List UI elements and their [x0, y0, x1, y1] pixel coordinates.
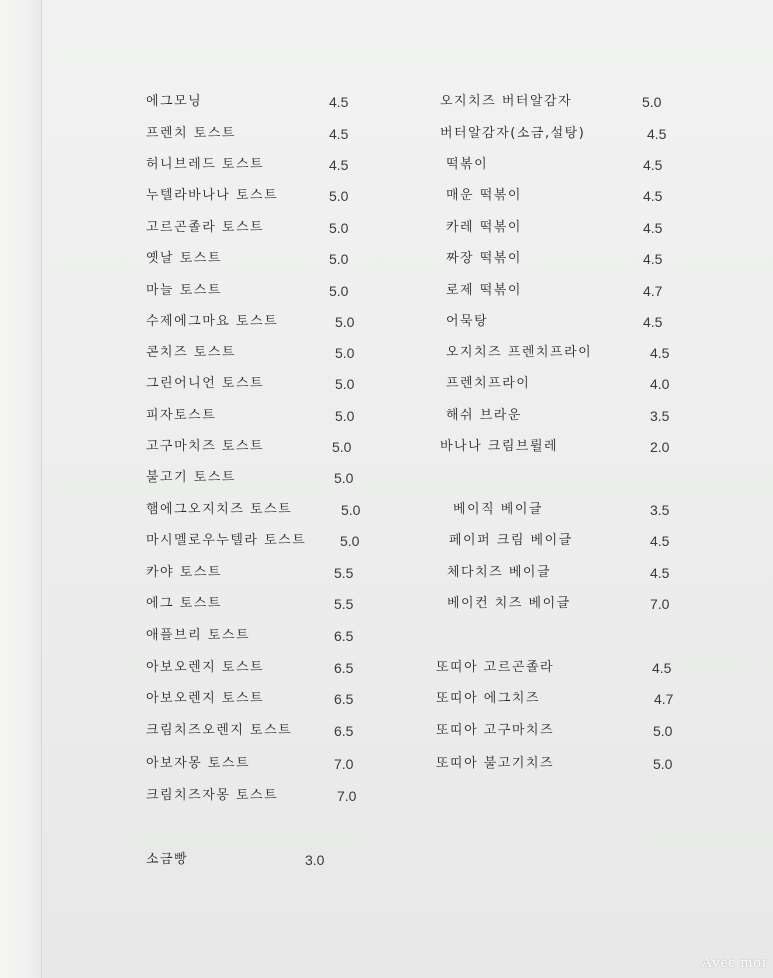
menu-item-price: 5.0: [329, 220, 349, 236]
menu-item: [146, 218, 386, 238]
menu-item-price: 3.5: [650, 408, 670, 424]
menu-item: [446, 374, 680, 394]
menu-item-price: 5.0: [329, 188, 349, 204]
menu-item-price: 5.0: [329, 283, 349, 299]
menu-item-name: 카레 떡볶이: [446, 220, 522, 235]
menu-item-price: 4.7: [654, 691, 674, 707]
menu-item-price: 6.5: [334, 723, 354, 739]
menu-item-name: 옛날 토스트: [146, 251, 222, 266]
menu-item-name: 콘치즈 토스트: [146, 345, 236, 360]
menu-item-name: 허니브레드 토스트: [146, 157, 265, 172]
menu-item: [146, 249, 386, 269]
menu-item: [446, 218, 680, 238]
menu-item-price: 4.0: [650, 376, 670, 392]
menu-item: [146, 563, 386, 583]
menu-item-name: 체다치즈 베이글: [447, 565, 552, 580]
menu-item-price: 5.5: [334, 596, 354, 612]
menu-item-price: 7.0: [650, 596, 670, 612]
menu-item-name: 프렌치프라이: [446, 376, 531, 391]
menu-item-name: 카야 토스트: [146, 565, 222, 580]
menu-item-price: 7.0: [337, 788, 357, 804]
menu-item: [146, 689, 386, 709]
menu-item: [146, 312, 386, 332]
menu-item-name: 프렌치 토스트: [146, 126, 236, 141]
menu-item: [449, 531, 683, 551]
menu-item-name: 아보자몽 토스트: [146, 756, 251, 771]
menu-item-price: 3.0: [305, 852, 325, 868]
menu-item-price: 5.0: [335, 314, 355, 330]
menu-item-name: 크림치즈오렌지 토스트: [146, 723, 293, 738]
menu-item-price: 4.5: [643, 157, 663, 173]
menu-item: [446, 155, 680, 175]
menu-item-name: 누텔라바나나 토스트: [146, 188, 279, 203]
menu-item-name: 불고기 토스트: [146, 470, 236, 485]
menu-item: [146, 186, 386, 206]
menu-item-price: 5.0: [329, 251, 349, 267]
menu-item: [146, 500, 386, 520]
menu-item-name: 에그모닝: [146, 94, 203, 109]
menu-item: [447, 563, 683, 583]
menu-item-name: 고구마치즈 토스트: [146, 439, 265, 454]
menu-item: [146, 658, 386, 678]
menu-item: [436, 721, 676, 741]
menu-item-name: 아보오렌지 토스트: [146, 660, 265, 675]
menu-item: [146, 721, 386, 741]
menu-item: [146, 92, 386, 112]
menu-item: [440, 124, 680, 144]
menu-item-price: 7.0: [334, 756, 354, 772]
menu-item-price: 4.5: [329, 157, 349, 173]
menu-item: [446, 312, 680, 332]
menu-item-price: 5.0: [642, 94, 662, 110]
menu-item-name: 피자토스트: [146, 408, 217, 423]
menu-item-price: 4.5: [650, 345, 670, 361]
menu-item: [146, 594, 386, 614]
menu-item-name: 버터알감자(소금,설탕): [440, 126, 586, 141]
menu-item: [446, 249, 680, 269]
menu-item-name: 베이컨 치즈 베이글: [447, 596, 571, 611]
menu-item-name: 해쉬 브라운: [446, 408, 522, 423]
menu-item: [146, 124, 386, 144]
menu-item-name: 고르곤졸라 토스트: [146, 220, 265, 235]
menu-item: [146, 786, 386, 806]
menu-item-price: 4.5: [650, 533, 670, 549]
menu-item-price: 2.0: [650, 439, 670, 455]
menu-item: [146, 437, 386, 457]
menu-item-price: 4.5: [643, 251, 663, 267]
menu-item: [146, 468, 386, 488]
menu-item: [446, 281, 680, 301]
menu-item: [146, 850, 386, 870]
menu-item-price: 4.5: [652, 660, 672, 676]
menu-item-price: 5.0: [653, 756, 673, 772]
menu-item: [446, 186, 680, 206]
menu-item-price: 5.0: [335, 408, 355, 424]
menu-item-price: 6.5: [334, 691, 354, 707]
menu-item-name: 또띠아 에그치즈: [436, 691, 541, 706]
menu-item: [146, 626, 386, 646]
menu-item: [446, 406, 680, 426]
menu-item: [436, 658, 676, 678]
menu-item-name: 햄에그오지치즈 토스트: [146, 502, 293, 517]
menu-item-price: 4.5: [647, 126, 667, 142]
menu-item-price: 4.5: [329, 94, 349, 110]
menu-item-price: 4.5: [643, 188, 663, 204]
menu-item: [146, 155, 386, 175]
watermark-text: Avec moi: [701, 955, 767, 971]
menu-item-name: 아보오렌지 토스트: [146, 691, 265, 706]
menu-item: [446, 343, 680, 363]
menu-item-price: 4.5: [329, 126, 349, 142]
menu-item-name: 짜장 떡볶이: [446, 251, 522, 266]
menu-item: [440, 92, 680, 112]
menu-item: [436, 689, 676, 709]
menu-item-name: 또띠아 고르곤졸라: [436, 660, 555, 675]
menu-item-price: 6.5: [334, 628, 354, 644]
menu-item-name: 수제에그마요 토스트: [146, 314, 279, 329]
menu-item-name: 어묵탕: [446, 314, 489, 329]
menu-item-price: 5.5: [334, 565, 354, 581]
menu-item: [146, 406, 386, 426]
menu-item-name: 마늘 토스트: [146, 283, 222, 298]
menu-item-name: 또띠아 불고기치즈: [436, 756, 555, 771]
menu-item-name: 애플브리 토스트: [146, 628, 251, 643]
menu-item-name: 오지치즈 프렌치프라이: [446, 345, 593, 360]
menu-item: [146, 374, 386, 394]
menu-item: [146, 343, 386, 363]
menu-item: [146, 281, 386, 301]
menu-item-price: 5.0: [653, 723, 673, 739]
menu-item: [146, 754, 386, 774]
menu-item: [440, 437, 680, 457]
menu-item-name: 떡볶이: [446, 157, 489, 172]
menu-item-price: 6.5: [334, 660, 354, 676]
menu-item-price: 5.0: [341, 502, 361, 518]
menu-item: [447, 594, 683, 614]
menu-item-price: 5.0: [334, 470, 354, 486]
menu-item: [146, 531, 386, 551]
menu-item-price: 4.7: [643, 283, 663, 299]
menu-item-price: 5.0: [340, 533, 360, 549]
menu-item-price: 4.5: [643, 314, 663, 330]
menu-item-name: 그린어니언 토스트: [146, 376, 265, 391]
menu-item-name: 또띠아 고구마치즈: [436, 723, 555, 738]
menu-item-name: 매운 떡볶이: [446, 188, 522, 203]
menu-item: [453, 500, 683, 520]
menu-item-name: 소금빵: [146, 852, 189, 867]
menu-item-name: 마시멜로우누텔라 토스트: [146, 533, 307, 548]
menu-item-name: 크림치즈자몽 토스트: [146, 788, 279, 803]
menu-item-name: 에그 토스트: [146, 596, 222, 611]
menu-item-name: 바나나 크림브륄레: [440, 439, 559, 454]
menu-item-price: 5.0: [332, 439, 352, 455]
menu-item-name: 페이퍼 크림 베이글: [449, 533, 573, 548]
menu-item-name: 로제 떡볶이: [446, 283, 522, 298]
menu-item-name: 베이직 베이글: [453, 502, 543, 517]
menu-item-price: 5.0: [335, 376, 355, 392]
menu-item: [436, 754, 676, 774]
menu-item-price: 4.5: [650, 565, 670, 581]
menu-item-price: 3.5: [650, 502, 670, 518]
menu-item-name: 오지치즈 버터알감자: [440, 94, 573, 109]
page-binding-edge: [0, 0, 42, 978]
menu-item-price: 4.5: [643, 220, 663, 236]
menu-item-price: 5.0: [335, 345, 355, 361]
